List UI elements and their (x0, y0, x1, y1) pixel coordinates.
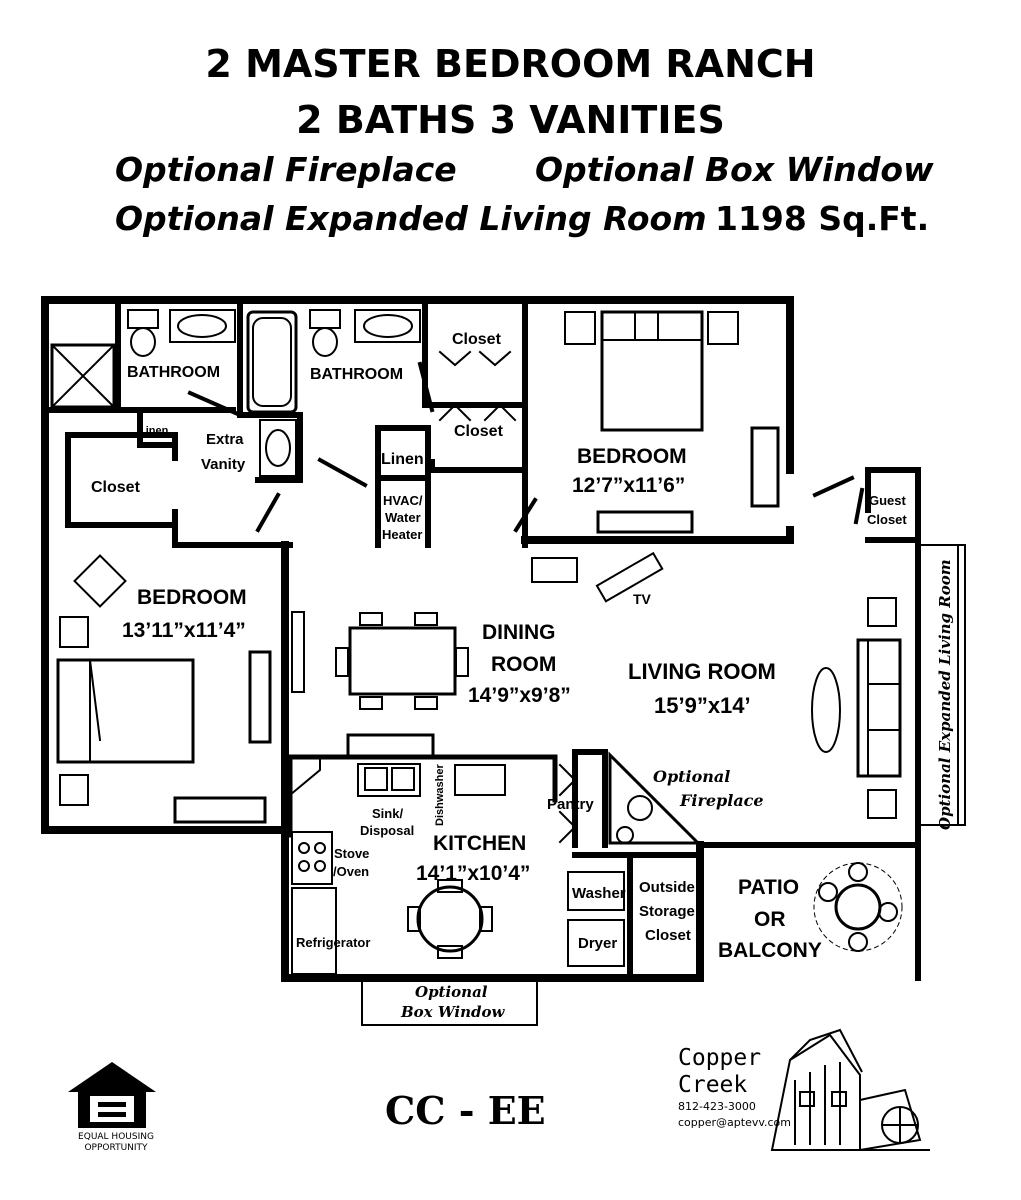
optional-fireplace-label-1: Optional (653, 767, 731, 786)
brand-email: copper@aptevv.com (678, 1116, 791, 1129)
dining-label-1: DINING (482, 621, 556, 644)
closet-mid-label: Closet (454, 423, 503, 440)
bedroom-left-size: 13’11”x11’4” (122, 619, 246, 642)
brand-phone: 812-423-3000 (678, 1100, 756, 1113)
hvac-label-2: Water (385, 510, 421, 525)
kitchen-name: KITCHEN (433, 832, 527, 855)
option-box-window-text: Optional Box Window (535, 150, 934, 189)
interior-wall (290, 757, 555, 835)
bathroom-left-label: BATHROOM (127, 364, 221, 381)
stove-label-2: /Oven (333, 864, 370, 879)
hvac-label-1: HVAC/ (383, 493, 423, 508)
closet-top-label: Closet (452, 331, 501, 348)
option-expanded-living-text: Optional Expanded Living Room (115, 199, 707, 238)
patio-label-2: OR (754, 908, 786, 931)
brand-name-line-2: Creek (678, 1072, 748, 1098)
bathroom-center-label: BATHROOM (310, 366, 404, 383)
guest-closet-label-1: Guest (869, 493, 906, 508)
extra-vanity-label-2: Vanity (201, 456, 246, 473)
sink-label-2: Disposal (360, 823, 415, 838)
equal-housing-label (60, 1132, 172, 1154)
box-window-label-1: Optional (415, 983, 488, 1001)
kitchen-size: 14’1”x10’4” (416, 862, 531, 885)
washer-label: Washer (572, 885, 626, 902)
storage-label-1: Outside (639, 879, 695, 896)
interior-wall (575, 470, 918, 978)
closet-left-label: Closet (91, 479, 140, 496)
square-footage: 1198 Sq.Ft. (715, 199, 930, 238)
linen-small-label: Linen (139, 425, 169, 437)
storage-label-3: Closet (645, 927, 691, 944)
hvac-label-3: Heater (382, 527, 423, 542)
dryer-label: Dryer (578, 935, 618, 952)
eho-line-1: EQUAL HOUSING (78, 1132, 154, 1142)
refrigerator-label: Refrigerator (296, 935, 371, 950)
extra-vanity-label-1: Extra (206, 431, 244, 448)
linen-center-label: Linen (381, 451, 424, 468)
pantry-label: Pantry (547, 796, 594, 813)
option-fireplace-text: Optional Fireplace (115, 150, 457, 189)
box-window-label-2: Box Window (401, 1003, 505, 1021)
equal-housing-icon (68, 1062, 156, 1128)
dining-label-2: ROOM (491, 653, 557, 676)
dining-size: 14’9”x9’8” (468, 684, 571, 707)
patio-label-3: BALCONY (718, 939, 822, 962)
bedroom-left-name: BEDROOM (137, 586, 247, 609)
optional-fireplace-label-2: Fireplace (680, 791, 764, 810)
brand-name-line-1: Copper (678, 1045, 762, 1071)
brand-block (678, 1045, 791, 1131)
bedroom-right-name: BEDROOM (577, 445, 687, 468)
plan-title: 2 MASTER BEDROOM RANCH (205, 42, 816, 86)
living-room-size: 15’9”x14’ (654, 693, 751, 718)
storage-label-2: Storage (639, 903, 695, 920)
patio-label-1: PATIO (738, 876, 800, 899)
plan-code: CC - EE (385, 1088, 546, 1133)
mill-illustration (772, 1030, 930, 1150)
tv-label: TV (633, 591, 651, 607)
sink-label-1: Sink/ (372, 806, 404, 821)
dishwasher-label: Dishwasher (434, 764, 446, 826)
eho-line-2: OPPORTUNITY (84, 1143, 148, 1153)
plan-subtitle: 2 BATHS 3 VANITIES (296, 98, 725, 142)
guest-closet-label-2: Closet (867, 512, 907, 527)
optional-expanded-living-label: Optional Expanded Living Room (936, 559, 954, 830)
bedroom-right-size: 12’7”x11’6” (572, 474, 686, 497)
living-room-name: LIVING ROOM (628, 659, 776, 684)
stove-label-1: Stove (334, 846, 370, 861)
